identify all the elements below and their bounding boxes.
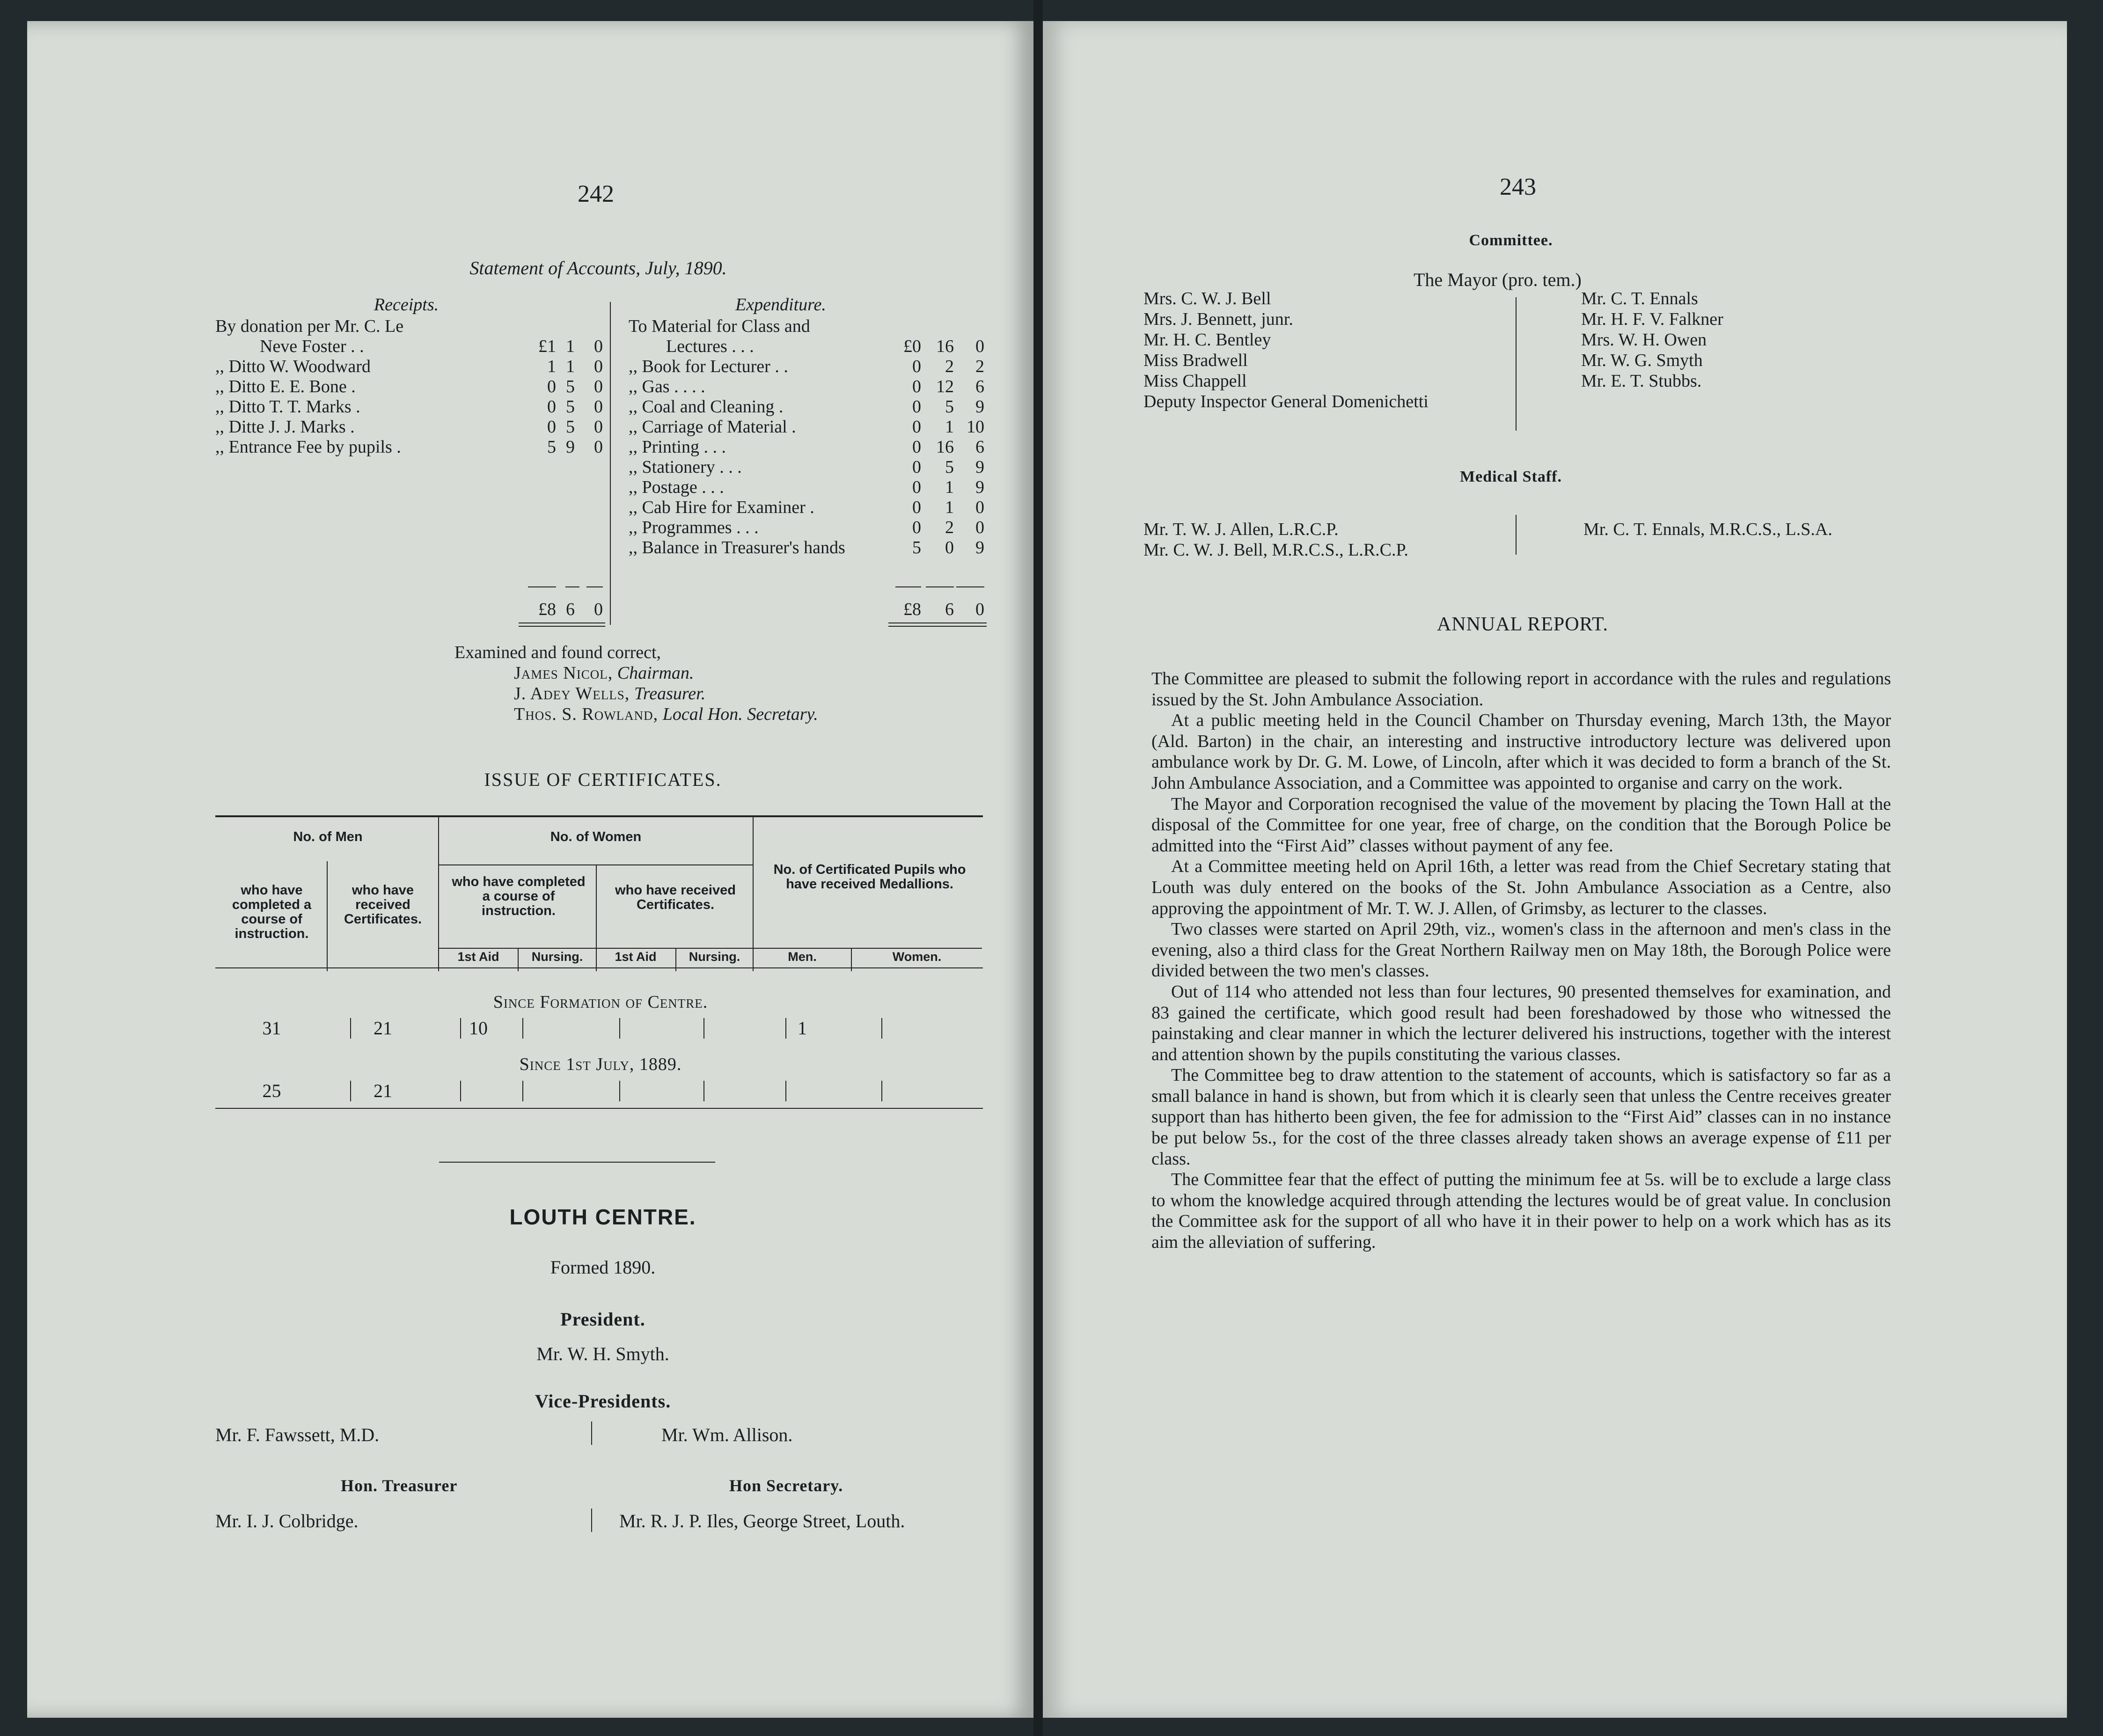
receipt-amount: 1 [547,357,556,376]
receipt-line: ,, Entrance Fee by pupils . [215,437,401,457]
expenditure-amount: 9 [975,457,984,477]
centre-title: LOUTH CENTRE. [509,1205,696,1229]
receipt-amount: 1 [566,337,575,356]
cell-divider [460,1018,461,1039]
table-divider [327,861,328,971]
expenditure-amount: 5 [945,397,954,417]
cell-divider [350,1018,351,1039]
expenditure-amount: 0 [945,538,954,557]
certificates-heading: ISSUE OF CERTIFICATES. [484,769,722,790]
report-paragraph: The Mayor and Corporation recognised the value of the movement by placing the Town Hall at the disposal of the Committee for one year, free of charge, on the condition that the Borough Police be admitted into the “First Aid” classes without payment of any fee. [1151,794,1891,856]
expenditure-line: ,, Book for Lecturer . . [629,357,788,376]
expenditure-amount: 12 [936,377,954,396]
cell-divider [619,1018,620,1039]
expenditure-amount: 1 [945,417,954,437]
total-rule [956,586,984,587]
vice-president: Mr. Wm. Allison. [661,1424,793,1445]
receipt-amount: 9 [566,437,575,457]
women-header: No. of Women [550,829,642,844]
receipt-line: Neve Foster . . [260,337,364,356]
total-rule [926,586,954,587]
cell-divider [881,1081,882,1101]
men-header: No. of Men [293,829,363,844]
cell-divider [619,1081,620,1101]
medical-staff-member: Mr. C. W. J. Bell, M.R.C.S., L.R.C.P. [1143,540,1408,560]
expenditure-amount: 0 [975,337,984,356]
receipt-amount: 0 [594,357,603,376]
table-cell: 1 [798,1018,807,1039]
total-rule [895,586,921,587]
report-paragraph: The Committee fear that the effect of putting the minimum fee at 5s. will be to exclude a large class to whom the knowledge acquired through attending the lectures would be of great value. In conclusion the Committee ask for the support of all who have it in their power to help on a work which has as its aim the alleviation of suffering. [1151,1170,1891,1253]
table-rule [215,1108,983,1109]
receipt-amount: 0 [547,397,556,417]
expenditure-amount: 2 [945,518,954,537]
receipt-line: ,, Ditto E. E. Bone . [215,377,356,396]
table-cell: 25 [262,1080,281,1101]
women-received-header: who have received Certificates. [615,883,736,912]
expenditure-amount: 16 [936,437,954,457]
expenditure-amount: 0 [912,457,921,477]
column-divider [1516,297,1517,431]
signatory-name: James Nicol, [514,663,613,683]
report-paragraph: Out of 114 who attended not less than four lectures, 90 presented themselves for examination, and 83 gained the certificate, which good result had been foreshadowed by those who witnessed the painstaking and clear manner in which the lecturer delivered his instructions, together with the interest and attention shown by the pupils constituting the various classes. [1151,982,1891,1064]
formed-line: Formed 1890. [550,1257,656,1278]
table-cell: 10 [469,1018,488,1039]
vice-presidents-heading: Vice-Presidents. [535,1391,671,1412]
receipt-amount: 1 [566,357,575,376]
receipts-heading: Receipts. [374,295,439,315]
receipt-amount: 5 [547,437,556,457]
report-paragraph: Two classes were started on April 29th, viz., women's class in the afternoon and men's class in the evening, also a third class for the Great Northern Railway men on May 18th, the Borough Police were divided between the two men's classes. [1151,919,1891,981]
table-rule [215,967,983,968]
treasurer-heading: Hon. Treasurer [341,1476,458,1495]
expenditure-line: ,, Postage . . . [629,477,724,497]
double-rule [519,626,605,627]
page-number: 242 [578,181,614,207]
receipt-amount: 0 [594,337,603,356]
men-completed-header: who have completed a course of instruction. [232,883,312,941]
expenditure-amount: 0 [912,437,921,457]
book-gutter [1033,0,1043,1736]
medallions-header: No. of Certificated Pupils who have received Medallions. [773,862,966,892]
cell-divider [785,1081,786,1101]
receipt-amount: 5 [566,397,575,417]
since-july-label: Since 1st July, 1889. [519,1055,682,1074]
expenditure-amount: £0 [903,337,921,356]
receipt-amount: 0 [594,437,603,457]
annual-report-text [1151,668,1891,1253]
committee-heading: Committee. [1469,232,1553,249]
receipt-line: ,, Ditto W. Woodward [215,357,371,376]
treasurer-name: Mr. I. J. Colbridge. [215,1510,359,1531]
expenditure-amount: 5 [912,538,921,557]
president-name: Mr. W. H. Smyth. [536,1343,669,1364]
total-amount: 6 [566,600,575,619]
receipt-amount: 0 [594,417,603,437]
expenditure-amount: 0 [912,377,921,396]
total-amount: 6 [945,600,954,619]
expenditure-line: Lectures . . . [666,337,754,356]
expenditure-amount: 0 [912,357,921,376]
signatory-name: Thos. S. Rowland, [514,704,659,724]
column-divider [1516,515,1517,555]
receipt-amount: 5 [566,377,575,396]
committee-member: Mr. C. T. Ennals [1581,289,1698,308]
table-cell: 21 [374,1018,392,1039]
expenditure-amount: 0 [912,397,921,417]
receipt-line: ,, Ditto T. T. Marks . [215,397,360,417]
table-rule [215,815,983,817]
table-subheader: Women. [892,950,942,964]
committee-member: Mr. E. T. Stubbs. [1581,371,1702,391]
signatory-name: J. Adey Wells, [514,684,630,703]
committee-member: Miss Bradwell [1143,351,1248,370]
accounts-divider [610,302,611,625]
medical-staff-member: Mr. T. W. J. Allen, L.R.C.P. [1143,520,1339,539]
double-rule [888,626,987,627]
table-subheader: 1st Aid [615,950,657,964]
expenditure-line: ,, Carriage of Material . [629,417,796,437]
expenditure-amount: 0 [912,477,921,497]
cell-divider [522,1018,523,1039]
signatory-role: Chairman. [617,663,694,683]
receipt-amount: 0 [547,377,556,396]
committee-member: Mrs. J. Bennett, junr. [1143,309,1293,329]
table-subheader: Nursing. [531,950,583,964]
total-amount: 0 [975,600,984,619]
left-page [27,21,1033,1718]
women-completed-header: who have completed a course of instruction. [452,874,586,918]
column-divider [591,1509,592,1532]
receipt-amount: 0 [594,377,603,396]
committee-member: Mrs. W. H. Owen [1581,330,1707,350]
total-rule [528,586,556,587]
total-rule [565,586,579,587]
cell-divider [785,1018,786,1039]
table-rule [439,948,982,949]
expenditure-line: ,, Stationery . . . [629,457,742,477]
total-amount: £8 [903,600,921,619]
president-heading: President. [560,1309,645,1330]
secretary-name: Mr. R. J. P. Iles, George Street, Louth. [619,1510,905,1531]
receipt-amount: 0 [594,397,603,417]
expenditure-amount: 0 [912,498,921,517]
expenditure-amount: 0 [975,518,984,537]
vice-president: Mr. F. Fawssett, M.D. [215,1424,380,1445]
table-cell: 21 [374,1080,392,1101]
right-page [1043,21,2067,1718]
report-paragraph: At a Committee meeting held on April 16th, a letter was read from the Chief Secretary stating that Louth was duly entered on the books of the St. John Ambulance Association as a Centre, also approving the appointment of Mr. T. W. J. Allen, of Grimsby, as lecturer to the classes. [1151,857,1891,918]
committee-member: Mr. W. G. Smyth [1581,351,1703,370]
receipt-amount: £1 [538,337,556,356]
committee-member: Deputy Inspector General Domenichetti [1143,392,1429,411]
expenditure-amount: 6 [975,437,984,457]
column-divider [591,1421,592,1445]
committee-member: Mr. H. F. V. Falkner [1581,309,1723,329]
secretary-heading: Hon Secretary. [729,1476,843,1495]
cell-divider [522,1081,523,1101]
total-amount: £8 [538,600,556,619]
expenditure-line: ,, Printing . . . [629,437,726,457]
since-formation-label: Since Formation of Centre. [493,992,708,1012]
receipt-line: By donation per Mr. C. Le [215,316,404,336]
table-subheader: 1st Aid [457,950,499,964]
cell-divider [460,1081,461,1101]
total-rule [586,586,603,587]
medical-heading: Medical Staff. [1460,468,1562,485]
signatory-role: Local Hon. Secretary. [662,704,818,724]
committee-member: Mrs. C. W. J. Bell [1143,289,1271,308]
expenditure-amount: 9 [975,477,984,497]
expenditure-heading: Expenditure. [735,295,826,315]
expenditure-amount: 6 [975,377,984,396]
cell-divider [350,1081,351,1101]
expenditure-amount: 0 [975,498,984,517]
medical-staff-member: Mr. C. T. Ennals, M.R.C.S., L.S.A. [1583,520,1832,539]
expenditure-line: ,, Programmes . . . [629,518,759,537]
expenditure-amount: 2 [975,357,984,376]
expenditure-line: ,, Coal and Cleaning . [629,397,784,417]
committee-member: Mr. H. C. Bentley [1143,330,1271,350]
examined-line: Examined and found correct, [454,643,661,662]
cell-divider [703,1081,704,1101]
table-cell: 31 [262,1018,281,1039]
expenditure-amount: 0 [912,518,921,537]
expenditure-amount: 9 [975,538,984,557]
expenditure-line: ,, Cab Hire for Examiner . [629,498,814,517]
report-paragraph: The Committee are pleased to submit the following report in accordance with the rules and regulations issued by the St. John Ambulance Association. [1151,669,1891,710]
receipt-line: ,, Ditte J. J. Marks . [215,417,355,437]
expenditure-amount: 5 [945,457,954,477]
expenditure-amount: 1 [945,477,954,497]
receipt-amount: 0 [547,417,556,437]
expenditure-amount: 9 [975,397,984,417]
report-paragraph: At a public meeting held in the Council Chamber on Thursday evening, March 13th, the Mayor (Ald. Barton) in the chair, an interesting and instructive introductory lecture was delivered upon ambulance work by Dr. G. M. Lowe, of Lincoln, after which it was decided to form a branch of the St. John Ambulance Association, and a Committee was appointed to organise and carry on the work. [1151,711,1891,793]
committee-chair: The Mayor (pro. tem.) [1414,269,1582,290]
expenditure-line: ,, Gas . . . . [629,377,705,396]
receipt-amount: 5 [566,417,575,437]
men-received-header: who have received Certificates. [344,883,422,927]
cell-divider [881,1018,882,1039]
page-number: 243 [1500,174,1536,200]
expenditure-amount: 0 [912,417,921,437]
report-heading: ANNUAL REPORT. [1436,614,1609,635]
expenditure-amount: 1 [945,498,954,517]
expenditure-line: To Material for Class and [629,316,810,336]
signatory-role: Treasurer. [634,684,706,703]
expenditure-amount: 10 [967,417,984,437]
statement-title: Statement of Accounts, July, 1890. [469,257,727,278]
total-amount: 0 [594,600,603,619]
table-subheader: Nursing. [689,950,740,964]
committee-member: Miss Chappell [1143,371,1247,391]
expenditure-line: ,, Balance in Treasurer's hands [629,538,845,557]
section-rule [439,1162,715,1163]
expenditure-amount: 2 [945,357,954,376]
expenditure-amount: 16 [936,337,954,356]
cell-divider [703,1018,704,1039]
table-subheader: Men. [788,950,817,964]
report-paragraph: The Committee beg to draw attention to the statement of accounts, which is satisfactory so far as a small balance in hand is shown, but from which it is clearly seen that unless the Centre receives greater support than has hitherto been given, the fee for admission to the “First Aid” classes can in no instance be put below 5s., for the cost of the three classes already taken shows an average expense of £11 per class. [1151,1065,1891,1169]
